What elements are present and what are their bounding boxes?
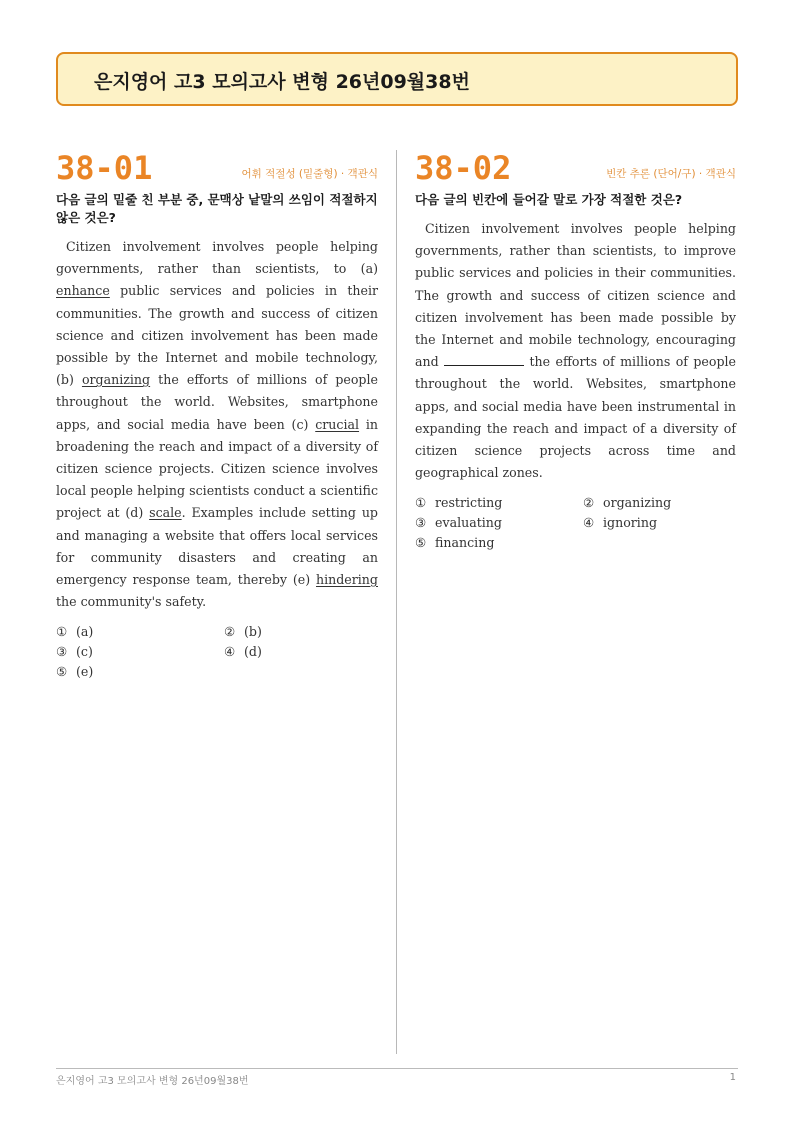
- option-marker: ④: [224, 644, 236, 660]
- underlined-word: scale: [149, 505, 182, 521]
- answer-option[interactable]: [56, 623, 224, 641]
- question-type: 빈칸 추론 (단어/구) · 객관식: [606, 168, 736, 180]
- option-marker: ⑤: [415, 535, 427, 551]
- option-label: restricting: [435, 495, 503, 511]
- option-marker: ④: [583, 515, 595, 531]
- question-38-02: [415, 150, 736, 552]
- passage-text: the efforts of millions of people throughout the world. Websites, smartphone apps, and social media have been (c): [56, 372, 378, 432]
- passage-text: the community's safety.: [56, 594, 207, 610]
- passage-text: the efforts of millions of people throughout the world. Websites, smartphone apps, and social media have been instrumental in expanding the reach and impact of a diversity of citizen science projects across time and geographical zones.: [415, 354, 736, 481]
- question-header: [415, 150, 736, 186]
- option-marker: ③: [415, 515, 427, 531]
- option-label: financing: [435, 535, 495, 551]
- underlined-word: hindering: [316, 572, 378, 588]
- passage-text: . Examples include setting up and managing a website that offers local services for community disasters and creating an emergency response team, thereby (e): [56, 505, 378, 588]
- option-label: (a): [76, 624, 94, 640]
- answer-option[interactable]: [224, 643, 378, 661]
- option-label: ignoring: [603, 515, 658, 531]
- answer-options: [415, 494, 736, 552]
- answer-option[interactable]: [56, 663, 224, 681]
- answer-option[interactable]: [415, 494, 583, 512]
- option-marker: ①: [56, 624, 68, 640]
- page-number: 1: [729, 1072, 736, 1083]
- question-prompt: 다음 글의 빈칸에 들어갈 말로 가장 적절한 것은?: [415, 192, 683, 207]
- option-marker: ③: [56, 644, 68, 660]
- answer-option[interactable]: [583, 514, 737, 532]
- option-marker: ①: [415, 495, 427, 511]
- answer-options: [56, 623, 378, 681]
- option-marker: ⑤: [56, 664, 68, 680]
- passage-text: public services and policies in their communities. The growth and success of citizen science and citizen involvement has been made possible by the Internet and mobile technology, (b): [56, 283, 378, 388]
- question-number: 38-02: [415, 149, 512, 187]
- column-divider: [396, 150, 397, 1054]
- option-label: (e): [76, 664, 94, 680]
- passage-text: in broadening the reach and impact of a diversity of citizen science projects. Citizen science involves local people helping scientists conduct a scientific project at (d): [56, 416, 378, 521]
- underlined-word: crucial: [315, 416, 360, 432]
- passage-text: Citizen involvement involves people helping governments, rather than scientists, to improve public services and policies in their communities. The growth and success of citizen science and citizen involvement has been made possible by the Internet and mobile technology, encouraging and: [415, 221, 736, 370]
- option-label: (d): [244, 644, 262, 660]
- footer-title: 은지영어 고3 모의고사 변형 26년09월38번: [56, 1076, 249, 1087]
- question-header: [56, 150, 378, 186]
- header-banner: [56, 52, 738, 106]
- question-passage: [415, 218, 736, 484]
- option-label: (c): [76, 644, 93, 660]
- question-passage: [56, 236, 378, 613]
- option-label: organizing: [603, 495, 672, 511]
- footer-divider: [56, 1068, 738, 1069]
- page-title: 은지영어 고3 모의고사 변형 26년09월38번: [94, 71, 470, 93]
- answer-option[interactable]: [415, 534, 583, 552]
- option-marker: ②: [583, 495, 595, 511]
- answer-option[interactable]: [583, 494, 737, 512]
- answer-blank: [444, 356, 524, 366]
- question-prompt: 다음 글의 밑줄 친 부분 중, 문맥상 낱말의 쓰임이 적절하지 않은 것은?: [56, 192, 378, 225]
- option-label: (b): [244, 624, 262, 640]
- answer-option[interactable]: [56, 643, 224, 661]
- question-38-01: [56, 150, 378, 681]
- option-marker: ②: [224, 624, 236, 640]
- answer-option[interactable]: [415, 514, 583, 532]
- passage-text: Citizen involvement involves people helping governments, rather than scientists, to (a): [56, 239, 378, 277]
- answer-option[interactable]: [224, 623, 378, 641]
- question-number: 38-01: [56, 149, 153, 187]
- question-type: 어휘 적절성 (밑줄형) · 객관식: [241, 168, 378, 180]
- option-label: evaluating: [435, 515, 502, 531]
- underlined-word: organizing: [81, 372, 151, 388]
- underlined-word: enhance: [56, 283, 110, 299]
